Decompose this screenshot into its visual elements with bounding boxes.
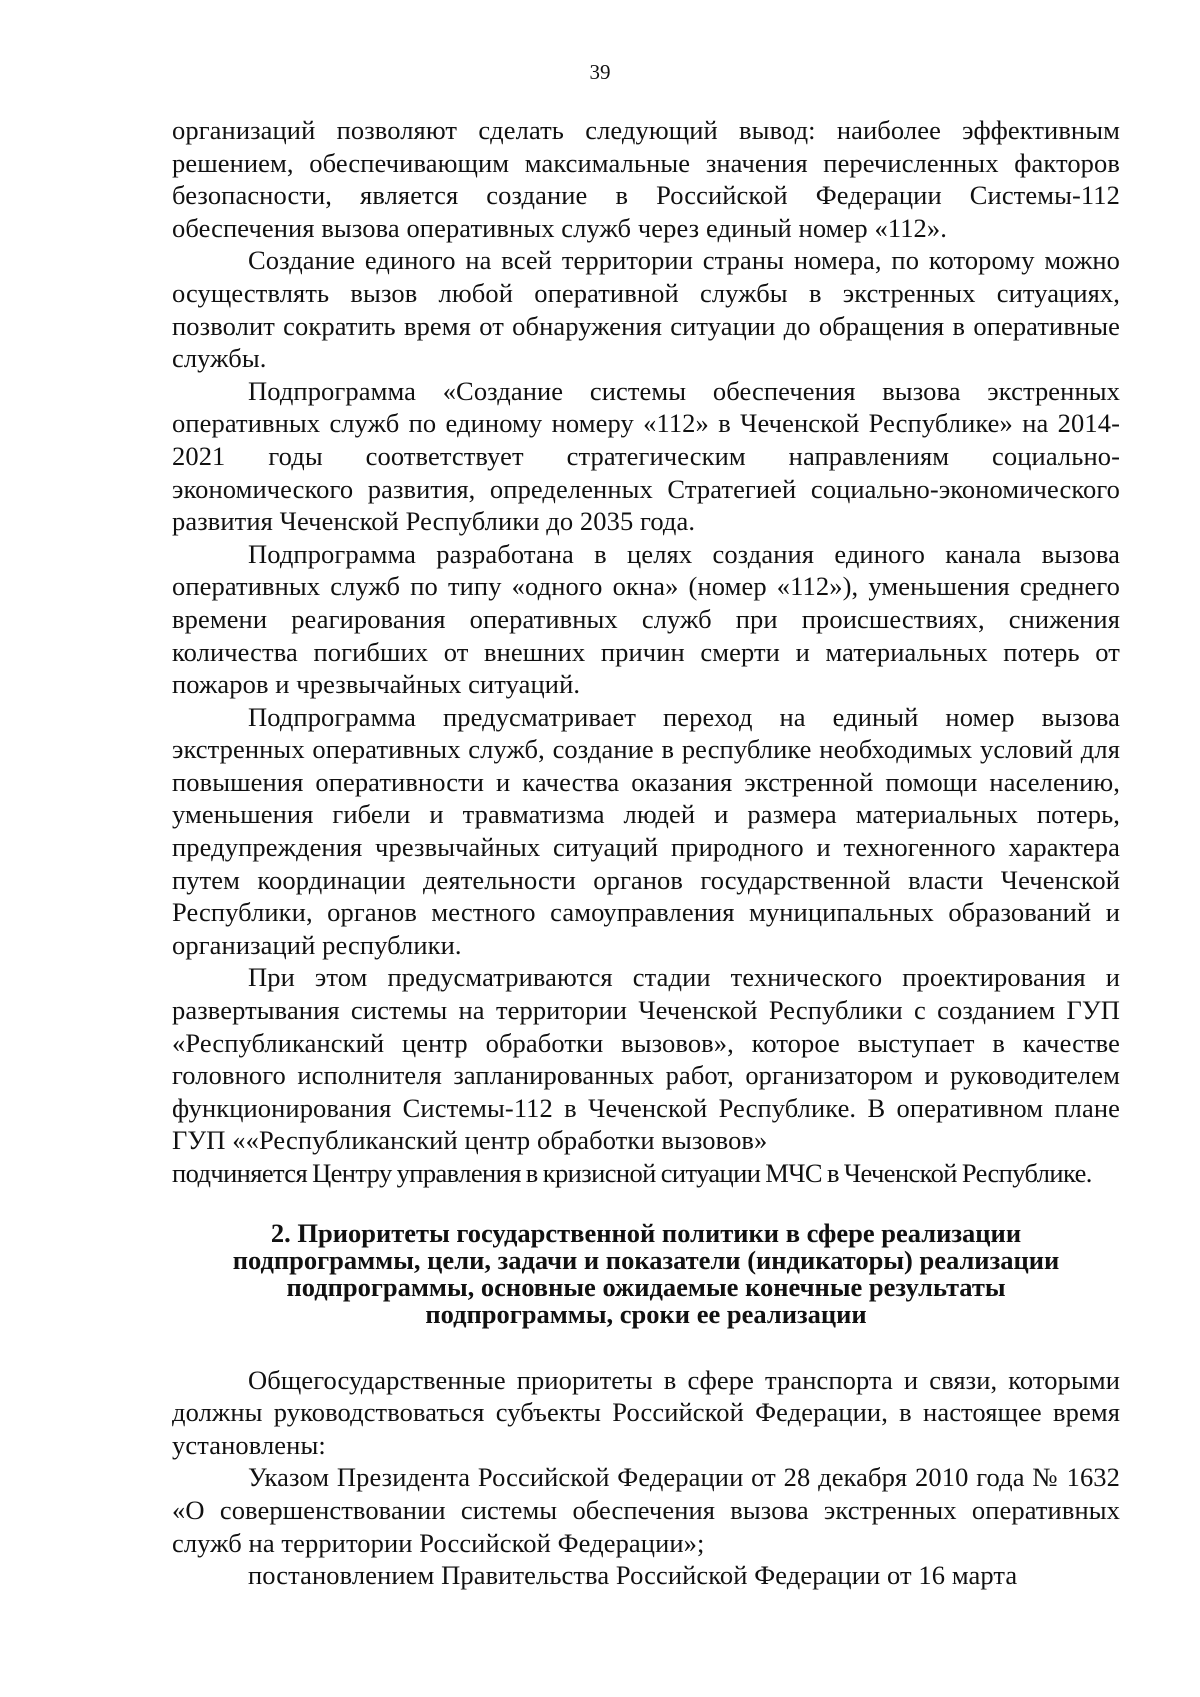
paragraph-4: Подпрограмма разработана в целях создания единого канала вызова оперативных служб по типу «одного окна» (номер «112»), уменьшения среднего времени реагирования оперативных служб при происшествиях, снижения количества погибших от внешних причин смерти и материальных потерь от пожаров и чрезвычайных ситуаций. bbox=[172, 538, 1120, 700]
section-heading: 2. Приоритеты государственной политики в сфере реализации подпрограммы, цели, задачи и показатели (индикаторы) реализации подпрограммы, основные ожидаемые конечные результаты подпрограммы, сроки ее реализации bbox=[232, 1217, 1060, 1329]
paragraph-5: Подпрограмма предусматривает переход на единый номер вызова экстренных оперативных служб, создание в республике необходимых условий для повышения оперативности и качества оказания экстренной помощи населению, уменьшения гибели и травматизма людей и размера материальных потерь, предупреждения чрезвычайных ситуаций природного и техногенного характера путем координации деятельности органов государственной власти Чеченской Республики, органов местного самоуправления муниципальных образований и организаций республики. bbox=[172, 701, 1120, 960]
paragraph-2: Создание единого на всей территории страны номера, по которому можно осуществлять вызов любой оперативной службы в экстренных ситуациях, позволит сократить время от обнаружения ситуации до обращения в оперативные службы. bbox=[172, 245, 1120, 374]
paragraph-6-last-line: подчиняется Центру управления в кризисной ситуации МЧС в Чеченской Республике. bbox=[172, 1158, 1092, 1188]
document-body bbox=[172, 114, 1120, 1592]
paragraph-3: Подпрограмма «Создание системы обеспечения вызова экстренных оперативных служб по единому номеру «112» в Чеченской Республике» на 2014-2021 годы соответствует стратегическим направлениям социально-экономического развития, определенных Стратегией социально-экономического развития Чеченской Республики до 2035 года. bbox=[172, 375, 1120, 537]
paragraph-7: Общегосударственные приоритеты в сфере транспорта и связи, которыми должны руководствоваться субъекты Российской Федерации, в настоящее время установлены: bbox=[172, 1364, 1120, 1460]
paragraph-8: Указом Президента Российской Федерации от 28 декабря 2010 года № 1632 «О совершенствовании системы обеспечения вызова экстренных оперативных служб на территории Российской Федерации»; bbox=[172, 1462, 1120, 1558]
paragraph-1: организаций позволяют сделать следующий вывод: наиболее эффективным решением, обеспечивающим максимальные значения перечисленных факторов безопасности, является создание в Российской Федерации Системы-112 обеспечения вызова оперативных служб через единый номер «112». bbox=[172, 115, 1120, 243]
paragraph-9: постановлением Правительства Российской Федерации от 16 марта bbox=[248, 1560, 1018, 1591]
page-number: 39 bbox=[589, 60, 611, 84]
paragraph-6: При этом предусматриваются стадии технического проектирования и развертывания системы на территории Чеченской Республики с созданием ГУП «Республиканский центр обработки вызовов», которое выступает в качестве головного исполнителя запланированных работ, организатором и руководителем функционирования Системы-112 в Чеченской Республике. В оперативном плане ГУП ««Республиканский центр обработки вызовов» bbox=[172, 962, 1120, 1156]
